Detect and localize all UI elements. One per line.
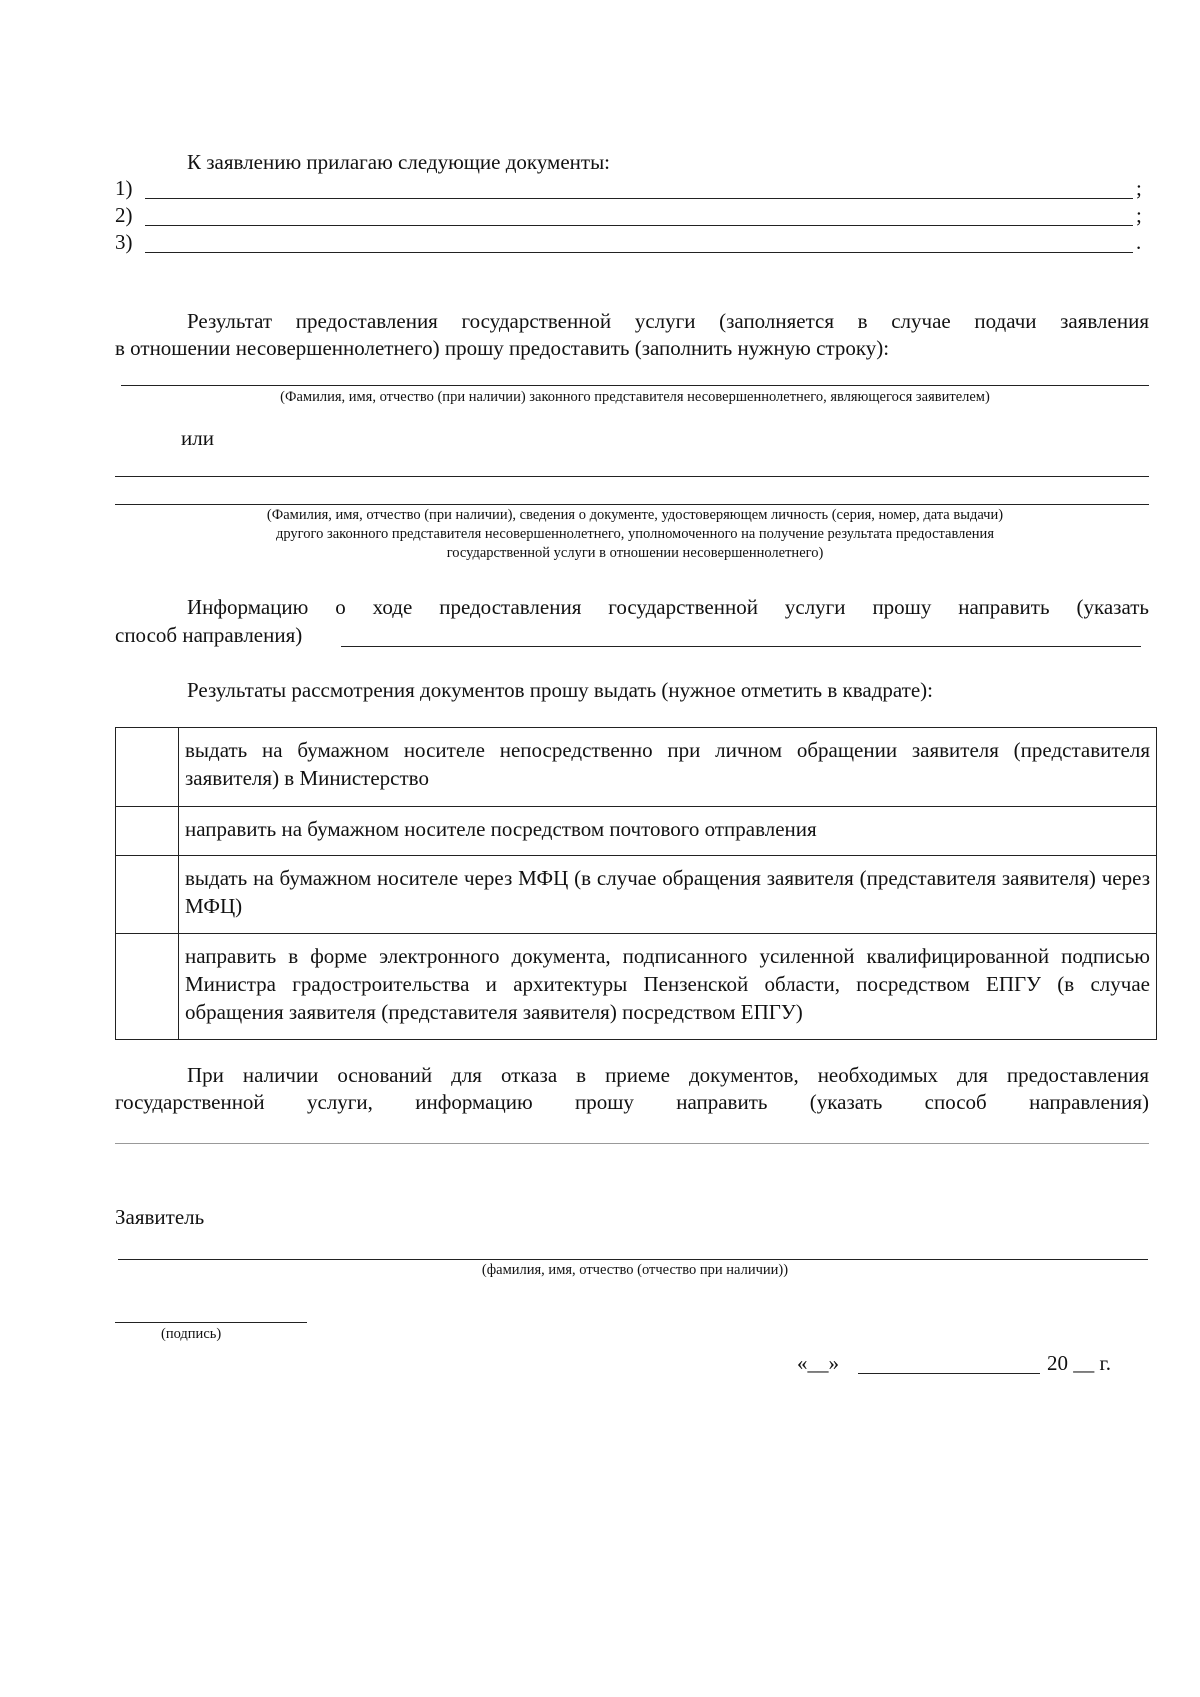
delivery-option-text-2: направить на бумажном носителе посредством почтового отправления	[179, 807, 1157, 856]
info-method-field[interactable]	[341, 646, 1141, 647]
applicant-name-caption: (фамилия, имя, отчество (отчество при наличии))	[481, 1262, 789, 1278]
or-text: или	[181, 426, 214, 450]
results-delivery-intro: Результаты рассмотрения документов прошу выдать (нужное отметить в квадрате):	[187, 678, 933, 702]
other-representative-field-2[interactable]	[115, 504, 1149, 505]
refusal-paragraph-line2: государственной услуги, информацию прошу направить (указать способ направления)	[115, 1090, 1149, 1114]
attachment-number-3: 3)	[115, 230, 133, 254]
other-representative-caption-line1: (Фамилия, имя, отчество (при наличии), сведения о документе, удостоверяющем личность (серия, номер, дата выдачи)	[266, 507, 1004, 523]
attachment-field-1[interactable]	[145, 198, 1133, 199]
delivery-option-text-3: выдать на бумажном носителе через МФЦ (в случае обращения заявителя (представителя заявителя) через МФЦ)	[179, 856, 1157, 934]
result-paragraph-line2: в отношении несовершеннолетнего) прошу предоставить (заполнить нужную строку):	[115, 336, 890, 360]
date-day: «__»	[797, 1351, 839, 1375]
delivery-option-text-4: направить в форме электронного документа, подписанного усиленной квалифицированной подписью Министра градостроительства и архитектуры Пензенской области, посредством ЕПГУ (в случае обращения заявителя (представителя заявителя) посредством ЕПГУ)	[179, 934, 1157, 1040]
delivery-option-row	[116, 934, 1157, 1040]
legal-representative-caption: (Фамилия, имя, отчество (при наличии) законного представителя несовершеннолетнего, являющегося заявителем)	[280, 389, 990, 405]
delivery-options-table	[115, 727, 1157, 1040]
attachment-field-3[interactable]	[145, 252, 1133, 253]
other-representative-caption-line3: государственной услуги в отношении несовершеннолетнего)	[446, 545, 824, 561]
attachment-field-2[interactable]	[145, 225, 1133, 226]
other-representative-caption-line2: другого законного представителя несовершеннолетнего, уполномоченного на получение результата предоставления	[276, 526, 994, 542]
signature-field[interactable]	[115, 1322, 307, 1323]
attachment-end-3: .	[1136, 230, 1142, 254]
applicant-name-field[interactable]	[118, 1259, 1148, 1260]
delivery-option-text-1: выдать на бумажном носителе непосредственно при личном обращении заявителя (представителя заявителя) в Министерство	[179, 728, 1157, 807]
signature-caption: (подпись)	[161, 1326, 222, 1342]
delivery-option-row	[116, 807, 1157, 856]
delivery-option-checkbox-2[interactable]	[116, 807, 179, 856]
attachments-intro: К заявлению прилагаю следующие документы:	[187, 150, 611, 174]
delivery-option-row	[116, 728, 1157, 807]
info-paragraph-line1: Информацию о ходе предоставления государственной услуги прошу направить (указать	[187, 595, 1149, 619]
legal-representative-field[interactable]	[121, 385, 1149, 386]
delivery-option-row	[116, 856, 1157, 934]
date-month-field[interactable]	[858, 1373, 1040, 1374]
attachment-end-1: ;	[1136, 176, 1142, 200]
refusal-method-field[interactable]	[115, 1143, 1149, 1144]
other-representative-field-1[interactable]	[115, 476, 1149, 477]
refusal-paragraph-line1: При наличии оснований для отказа в приеме документов, необходимых для предоставления	[187, 1063, 1149, 1087]
date-year: 20 __ г.	[1047, 1351, 1111, 1375]
result-paragraph-line1: Результат предоставления государственной услуги (заполняется в случае подачи заявления	[187, 309, 1149, 333]
attachment-number-2: 2)	[115, 203, 133, 227]
delivery-option-checkbox-3[interactable]	[116, 856, 179, 934]
attachment-end-2: ;	[1136, 203, 1142, 227]
delivery-option-checkbox-4[interactable]	[116, 934, 179, 1040]
attachment-number-1: 1)	[115, 176, 133, 200]
delivery-option-checkbox-1[interactable]	[116, 728, 179, 807]
info-paragraph-line2: способ направления)	[115, 623, 303, 647]
applicant-label: Заявитель	[115, 1205, 205, 1229]
